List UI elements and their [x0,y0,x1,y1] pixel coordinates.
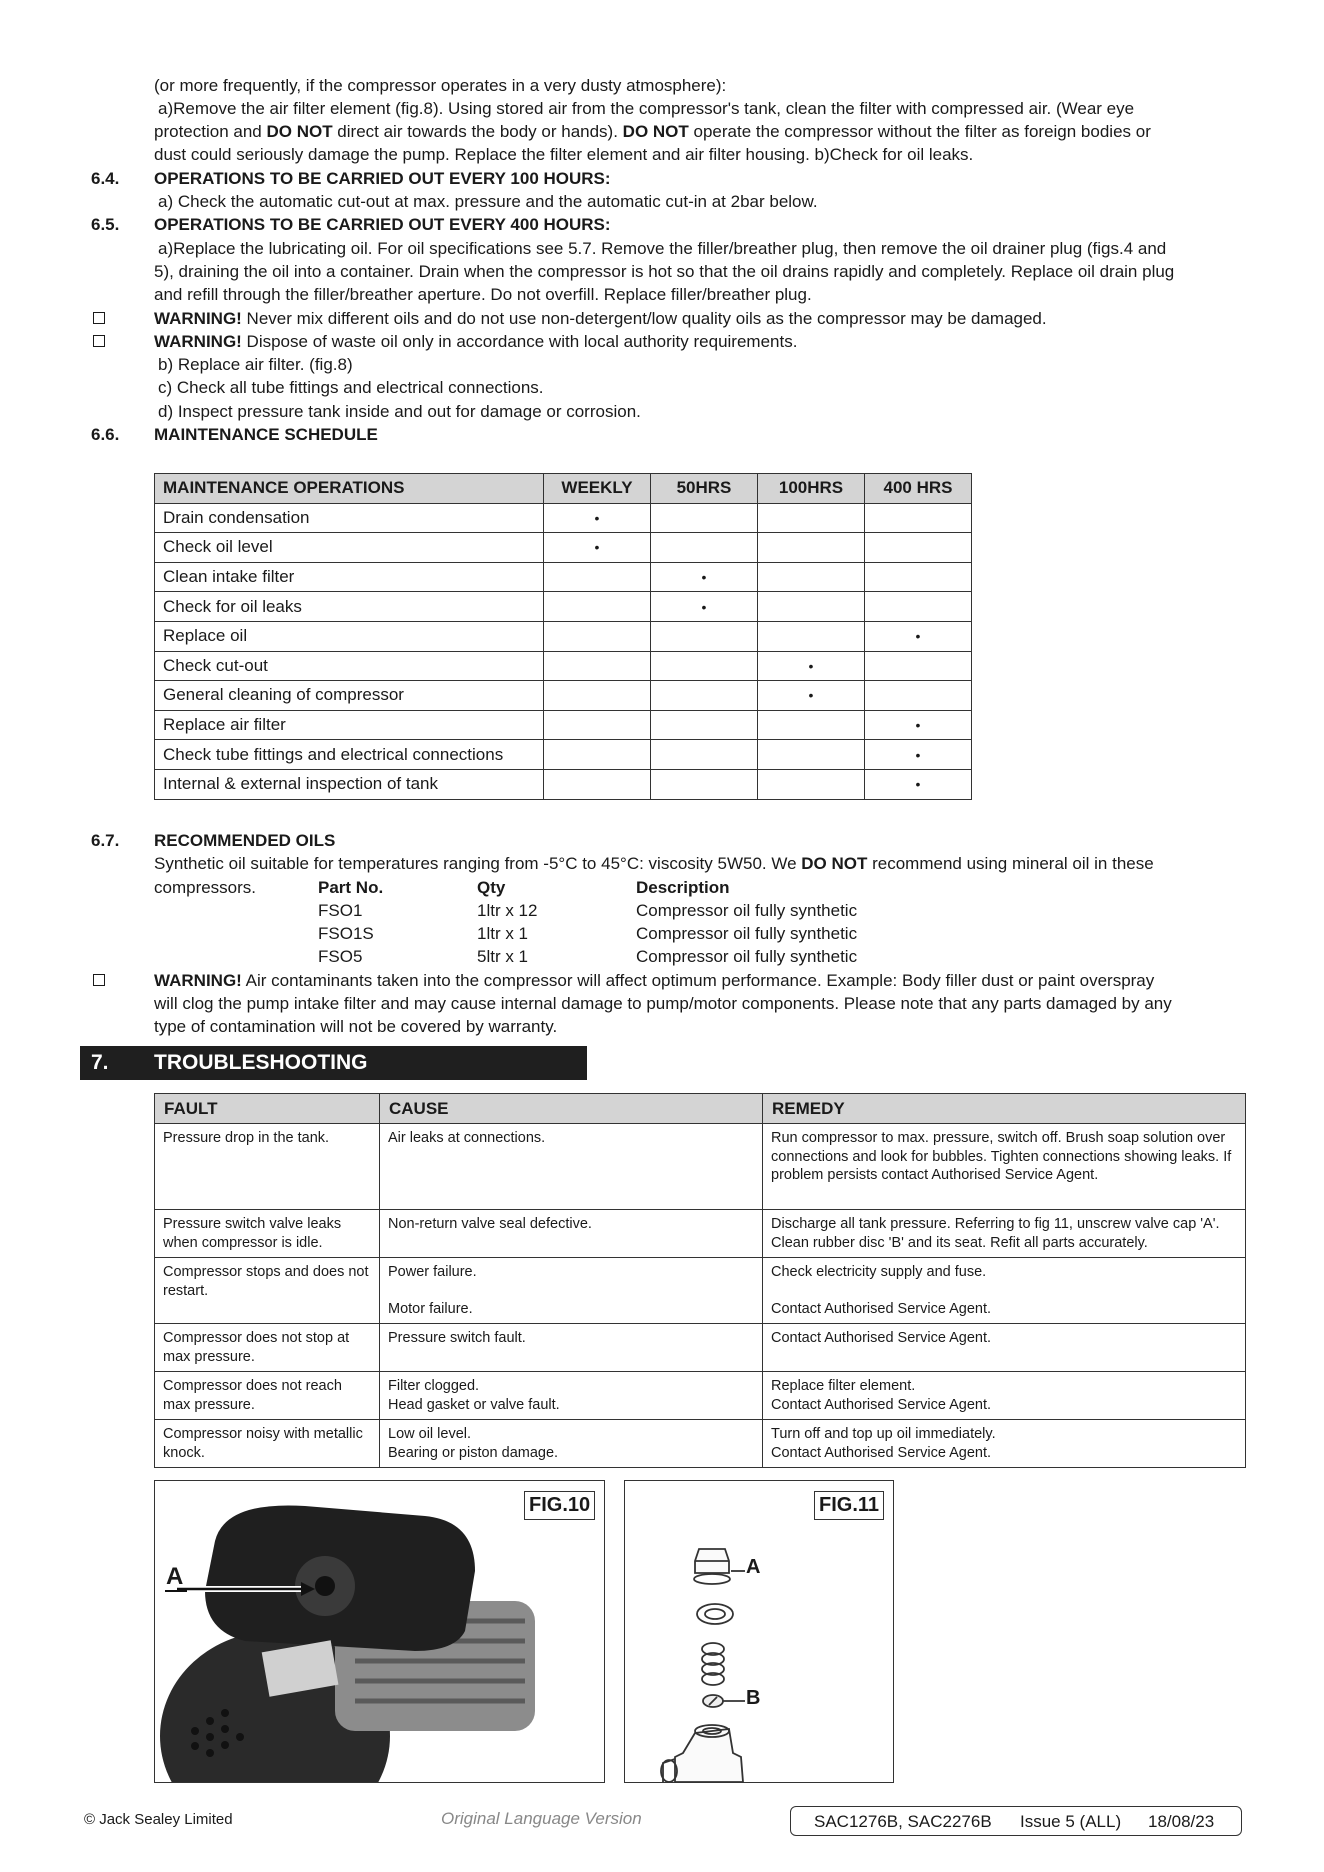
column-header: 400 HRS [865,474,972,504]
section-title: RECOMMENDED OILS [154,831,336,850]
remedy-line: Check electricity supply and fuse. [771,1264,987,1280]
column-header: WEEKLY [544,474,651,504]
schedule-mark-cell [865,592,972,622]
oil-desc: Compressor oil fully synthetic [636,947,858,966]
schedule-mark-cell [758,503,865,533]
schedule-mark-cell: • [865,621,972,651]
cause-cell: Air leaks at connections. [380,1124,763,1210]
schedule-mark-cell [544,740,651,770]
body-text: b) Replace air filter. (fig.8) [158,355,353,374]
oil-qty: 5ltr x 1 [477,947,529,966]
warning-text: WARNING! Never mix different oils and do not use non-detergent/low quality oils as the compressor may be damaged. [154,309,1047,328]
oil-part: FSO1S [318,924,374,943]
remedy-line: Turn off and top up oil immediately. [771,1426,996,1442]
section-number: 6.4. [91,169,120,188]
operation-cell: Check oil level [155,533,544,563]
schedule-mark-cell [651,533,758,563]
remedy-cell [763,1372,1246,1420]
operation-cell: Drain condensation [155,503,544,533]
body-text: a)Replace the lubricating oil. For oil specifications see 5.7. Remove the filler/breather plug, then remove the oil drainer plug (figs.4 and [158,239,1167,258]
remedy-cell: Run compressor to max. pressure, switch off. Brush soap solution over connections and look for bubbles. Tighten connections showing leaks. If problem persists contact Authorised Service Agent. [763,1124,1246,1210]
operation-cell: Internal & external inspection of tank [155,769,544,799]
section-title: OPERATIONS TO BE CARRIED OUT EVERY 100 HOURS: [154,169,611,188]
oil-column-header: Description [636,878,730,897]
table-row [155,1372,1246,1420]
callout-a: A [746,1556,761,1578]
intro-line: protection and DO NOT direct air towards the body or hands). DO NOT operate the compressor without the filter as foreign bodies or [154,122,1151,141]
oil-part: FSO5 [318,947,363,966]
oil-qty: 1ltr x 1 [477,924,529,943]
cause-cell [380,1372,763,1420]
column-header: REMEDY [763,1094,1246,1124]
schedule-mark-cell [865,503,972,533]
oil-part: FSO1 [318,901,363,920]
oil-column-header: Qty [477,878,506,897]
column-header: CAUSE [380,1094,763,1124]
schedule-mark-cell: • [865,769,972,799]
section-number: 6.6. [91,425,120,444]
warning-text: WARNING! Dispose of waste oil only in accordance with local authority requirements. [154,332,798,351]
section-title: MAINTENANCE SCHEDULE [154,425,378,444]
table-row [155,710,972,740]
fault-cell: Compressor does not reach max pressure. [155,1372,380,1420]
schedule-mark-cell: • [758,681,865,711]
table-row [155,1210,1246,1258]
cause-line: Filter clogged. [388,1378,480,1394]
schedule-mark-cell: • [544,503,651,533]
cause-line: Power failure. [388,1264,477,1280]
schedule-mark-cell [544,621,651,651]
schedule-mark-cell [865,651,972,681]
schedule-mark-cell [544,592,651,622]
remedy-line: Replace filter element. [771,1378,916,1394]
fault-cell: Compressor does not stop at max pressure. [155,1324,380,1372]
cause-cell: Non-return valve seal defective. [380,1210,763,1258]
oil-qty: 1ltr x 12 [477,901,538,920]
table-row [155,1258,1246,1324]
section-number: 6.5. [91,215,120,234]
schedule-mark-cell [758,769,865,799]
figure-10 [154,1480,605,1783]
schedule-mark-cell: • [651,562,758,592]
table-row [155,681,972,711]
warning-text: type of contamination will not be covered by warranty. [154,1017,558,1036]
schedule-mark-cell [544,710,651,740]
callout-a: A [166,1563,184,1590]
schedule-mark-cell [865,681,972,711]
column-header: 100HRS [758,474,865,504]
maintenance-schedule-table [154,473,972,800]
schedule-mark-cell [651,740,758,770]
valve-parts-illustration [625,1481,893,1782]
fault-cell: Compressor stops and does not restart. [155,1258,380,1324]
schedule-mark-cell [544,681,651,711]
table-row [155,1124,1246,1210]
schedule-mark-cell [758,592,865,622]
language-version: Original Language Version [441,1809,642,1828]
schedule-mark-cell [651,621,758,651]
issue-number: Issue 5 (ALL) [1020,1812,1122,1831]
schedule-mark-cell [544,651,651,681]
schedule-mark-cell [758,621,865,651]
cause-line: Bearing or piston damage. [388,1444,559,1461]
schedule-mark-cell [758,710,865,740]
column-header: 50HRS [651,474,758,504]
column-header: MAINTENANCE OPERATIONS [155,474,544,504]
section-number: 6.7. [91,831,120,850]
operation-cell: Check cut-out [155,651,544,681]
table-row [155,769,972,799]
body-text: 5), draining the oil into a container. Drain when the compressor is hot so that the oil drains rapidly and completely. Replace oil drain plug [154,262,1175,281]
body-text: and refill through the filler/breather aperture. Do not overfill. Replace filler/breather plug. [154,285,812,304]
operation-cell: Check for oil leaks [155,592,544,622]
table-header-row [155,474,972,504]
table-row [155,503,972,533]
cause-line: Low oil level. [388,1426,472,1442]
operation-cell: Clean intake filter [155,562,544,592]
figure-label: FIG.10 [524,1491,595,1520]
table-row [155,1324,1246,1372]
cause-line: Head gasket or valve fault. [388,1396,560,1413]
remedy-line: Contact Authorised Service Agent. [771,1444,992,1461]
intro-line: a)Remove the air filter element (fig.8). Using stored air from the compressor's tank, clean the filter with compressed air. (Wear eye [158,99,1135,118]
intro-line: dust could seriously damage the pump. Replace the filter element and air filter housing. b)Check for oil leaks. [154,145,974,164]
remedy-line: Contact Authorised Service Agent. [771,1300,992,1317]
fault-cell: Pressure drop in the tank. [155,1124,380,1210]
operation-cell: General cleaning of compressor [155,681,544,711]
body-text: Synthetic oil suitable for temperatures ranging from -5°C to 45°C: viscosity 5W50. We DO NOT recommend using mineral oil in these [154,854,1154,873]
schedule-mark-cell [758,533,865,563]
schedule-mark-cell [651,651,758,681]
checkbox-icon [93,312,105,324]
section-title: OPERATIONS TO BE CARRIED OUT EVERY 400 HOURS: [154,215,611,234]
operation-cell: Replace oil [155,621,544,651]
schedule-mark-cell: • [544,533,651,563]
checkbox-icon [93,335,105,347]
remedy-line: Contact Authorised Service Agent. [771,1396,992,1413]
cause-cell [380,1420,763,1468]
remedy-cell [763,1258,1246,1324]
schedule-mark-cell [544,769,651,799]
schedule-mark-cell [865,562,972,592]
troubleshooting-table [154,1093,1246,1468]
section-number: 7. [91,1051,109,1074]
section-title: TROUBLESHOOTING [154,1051,368,1074]
schedule-mark-cell [651,681,758,711]
operation-cell: Check tube fittings and electrical connections [155,740,544,770]
schedule-mark-cell: • [865,740,972,770]
remedy-cell: Discharge all tank pressure. Referring to fig 11, unscrew valve cap 'A'. Clean rubber disc 'B' and its seat. Refit all parts accurately. [763,1210,1246,1258]
body-text: a) Check the automatic cut-out at max. pressure and the automatic cut-in at 2bar below. [158,192,818,211]
schedule-mark-cell [651,769,758,799]
table-row [155,621,972,651]
figure-11 [624,1480,894,1783]
cause-cell: Pressure switch fault. [380,1324,763,1372]
model-numbers: SAC1276B, SAC2276B [814,1812,992,1831]
fault-cell: Pressure switch valve leaks when compressor is idle. [155,1210,380,1258]
table-row [155,651,972,681]
schedule-mark-cell [544,562,651,592]
motor-illustration [155,1481,604,1782]
copyright: © Jack Sealey Limited [84,1811,233,1828]
schedule-mark-cell [651,710,758,740]
checkbox-icon [93,974,105,986]
table-row [155,533,972,563]
table-row [155,740,972,770]
body-text: compressors. [154,878,257,897]
table-row [155,592,972,622]
column-header: FAULT [155,1094,380,1124]
oil-desc: Compressor oil fully synthetic [636,901,858,920]
schedule-mark-cell [758,562,865,592]
schedule-mark-cell: • [758,651,865,681]
body-text: d) Inspect pressure tank inside and out for damage or corrosion. [158,402,641,421]
schedule-mark-cell [865,533,972,563]
table-row [155,562,972,592]
intro-line: (or more frequently, if the compressor operates in a very dusty atmosphere): [154,76,727,95]
issue-date: 18/08/23 [1148,1812,1215,1831]
oil-column-header: Part No. [318,878,384,897]
remedy-cell: Contact Authorised Service Agent. [763,1324,1246,1372]
schedule-mark-cell: • [651,592,758,622]
cause-line: Motor failure. [388,1300,473,1317]
figure-label: FIG.11 [814,1491,884,1520]
table-row [155,1420,1246,1468]
fault-cell: Compressor noisy with metallic knock. [155,1420,380,1468]
remedy-cell [763,1420,1246,1468]
cause-cell [380,1258,763,1324]
warning-text: will clog the pump intake filter and may cause internal damage to pump/motor components. Please note that any parts damaged by any [154,994,1172,1013]
body-text: c) Check all tube fittings and electrical connections. [158,378,544,397]
schedule-mark-cell: • [865,710,972,740]
callout-b: B [746,1687,761,1709]
schedule-mark-cell [651,503,758,533]
schedule-mark-cell [758,740,865,770]
section-header-bar [80,1046,587,1080]
operation-cell: Replace air filter [155,710,544,740]
oil-desc: Compressor oil fully synthetic [636,924,858,943]
warning-text: WARNING! Air contaminants taken into the compressor will affect optimum performance. Example: Body filler dust or paint overspray [154,971,1155,990]
table-header-row [155,1094,1246,1124]
